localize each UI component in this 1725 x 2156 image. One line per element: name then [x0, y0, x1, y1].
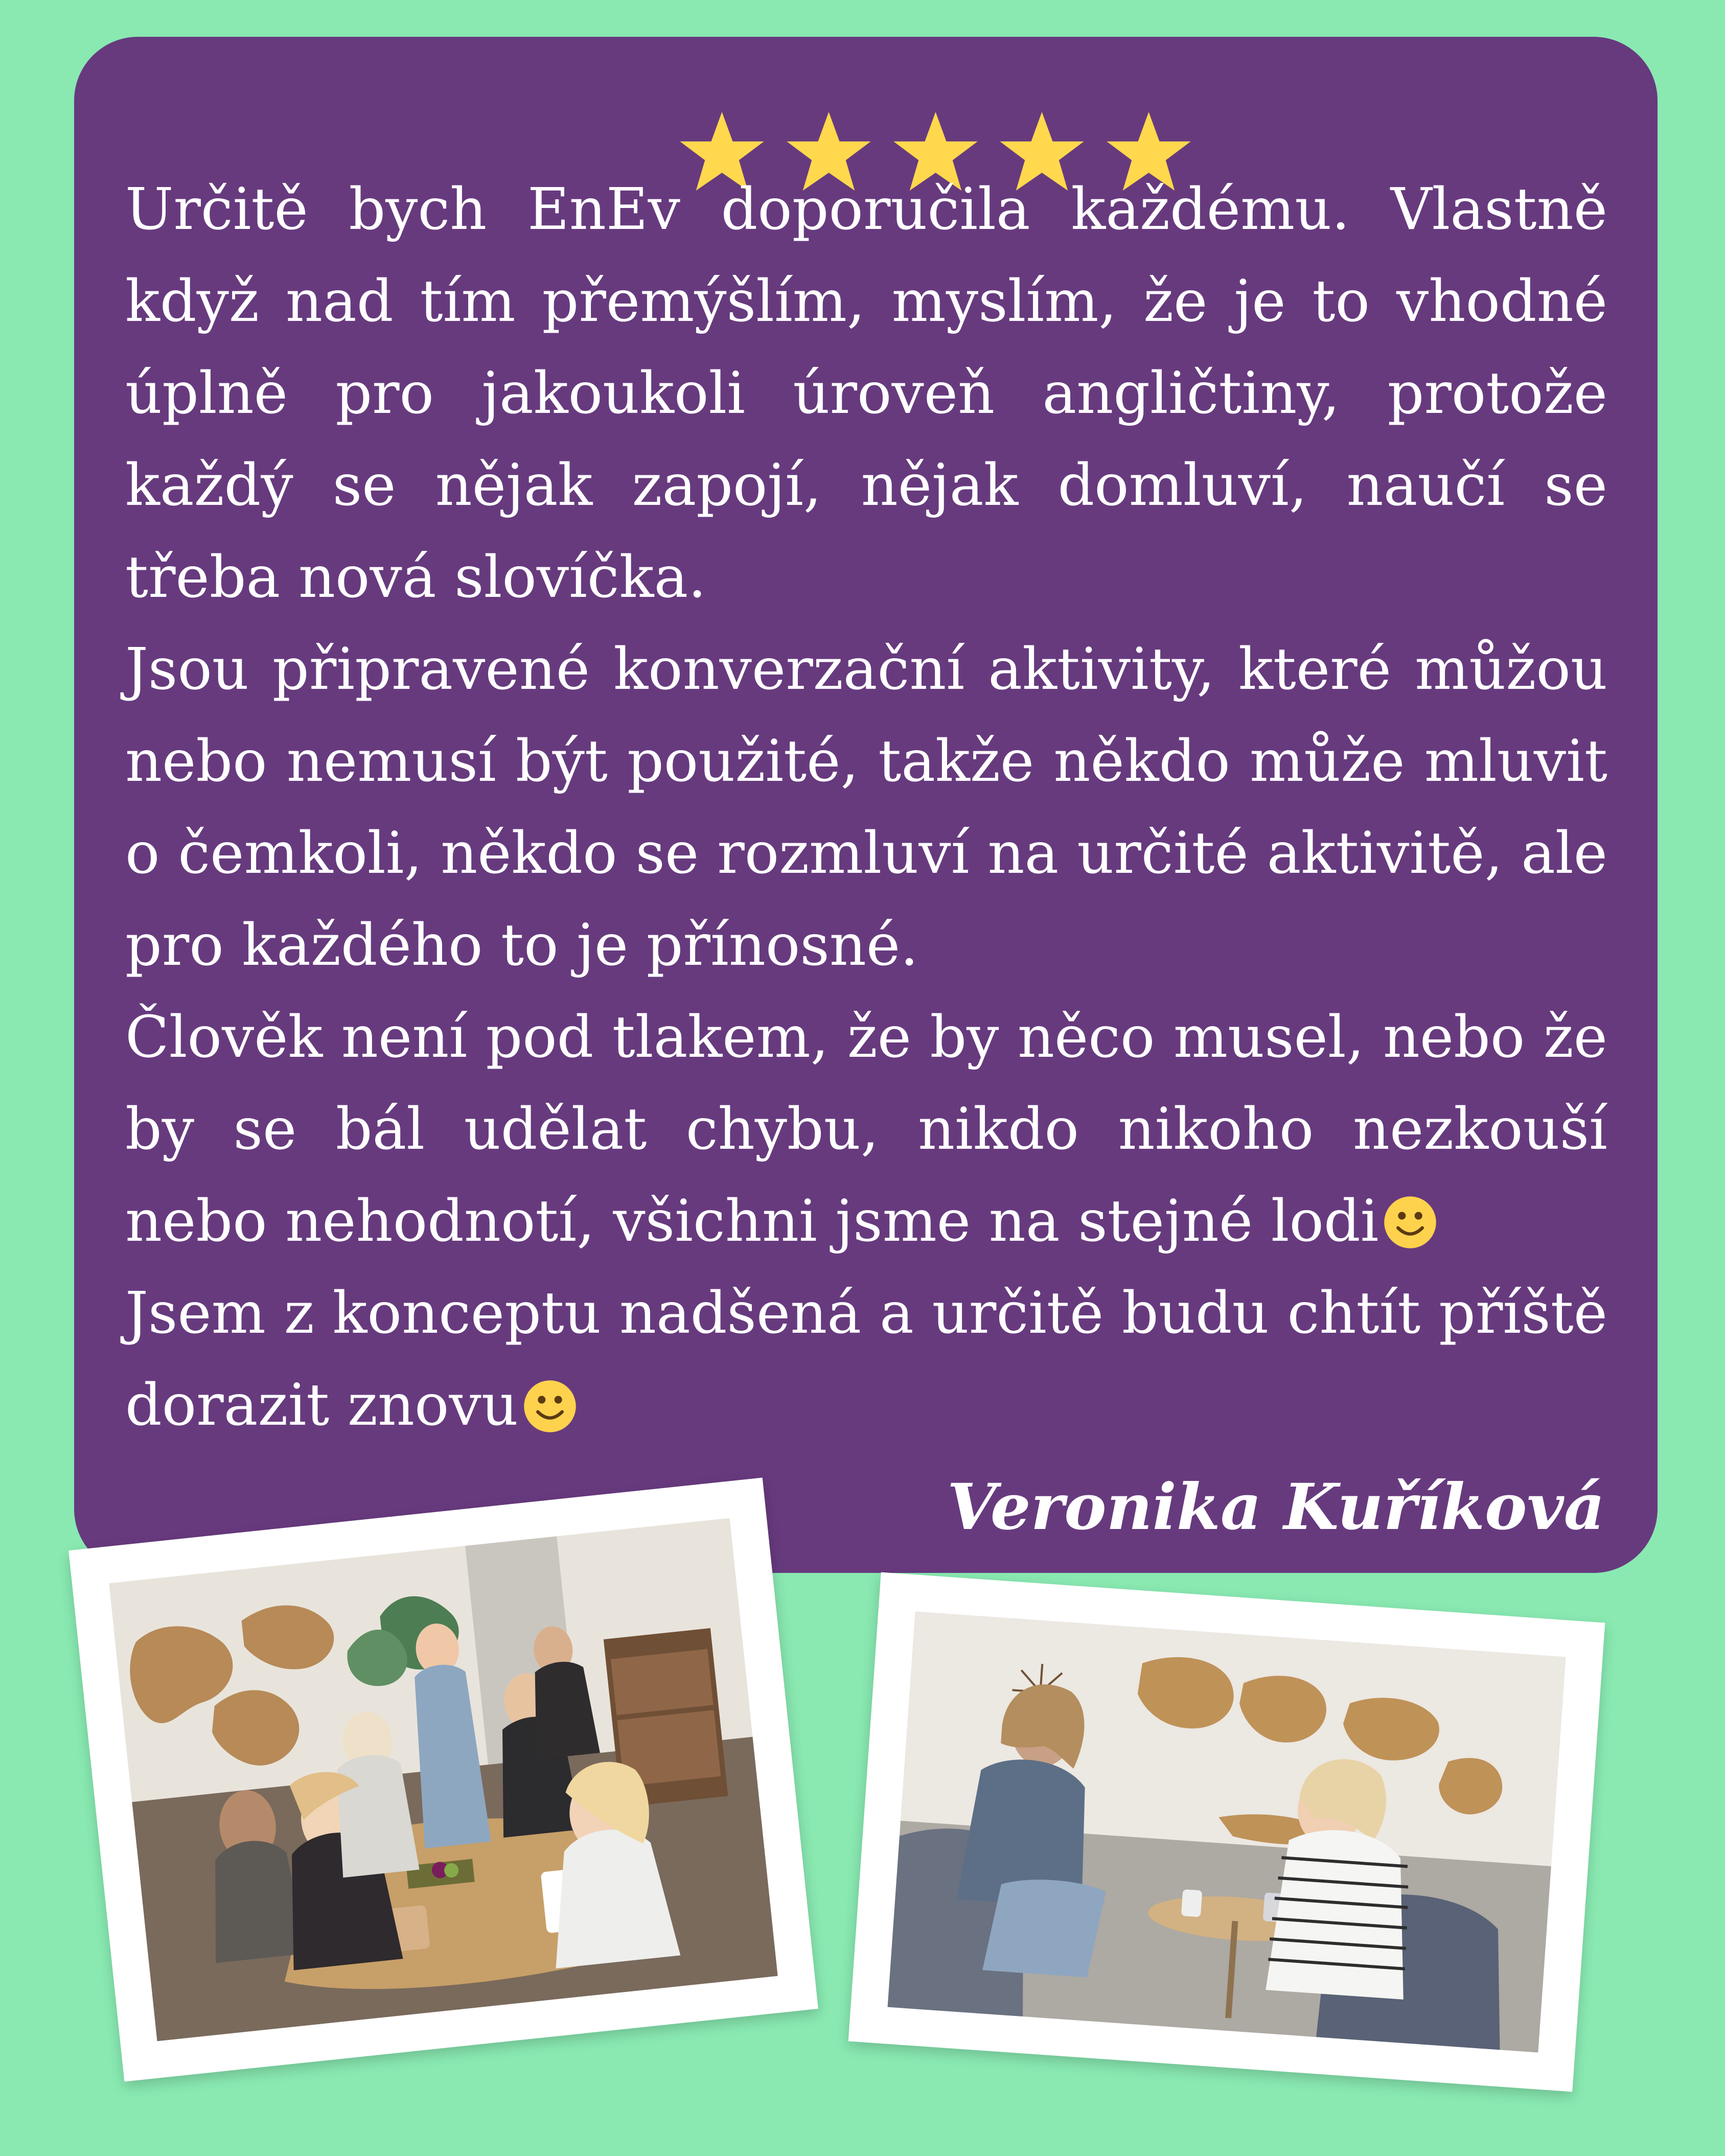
smiley-emoji-icon [522, 1379, 578, 1434]
group-photo-polaroid [68, 1478, 818, 2082]
conversation-photo [887, 1611, 1566, 2052]
review-paragraph-2: Jsou připravené konverzační aktivity, které můžou nebo nemusí být použité, takže někdo může mluvit o čemkoli, někdo se rozmluví na určité aktivitě, ale pro každého to je přínosné. [125, 636, 1607, 979]
review-author: Veronika Kuříková [947, 1470, 1605, 1544]
review-paragraph-4 [125, 1267, 1607, 1451]
review-text [125, 164, 1607, 1451]
smiley-emoji-icon [1383, 1195, 1438, 1250]
review-paragraph-3 [125, 991, 1607, 1267]
review-paragraph-3-text: Člověk není pod tlakem, že by něco musel, nebo že by se bál udělat chybu, nikdo nikoho nezkouší nebo nehodnotí, všichni jsme na stejné lodi [125, 1004, 1607, 1255]
review-paragraph-4-text: Jsem z konceptu nadšená a určitě budu chtít příště dorazit znovu [125, 1280, 1607, 1439]
conversation-photo-polaroid [848, 1572, 1605, 2092]
group-photo [109, 1518, 777, 2042]
review-paragraph-1: Určitě bych EnEv doporučila každému. Vlastně když nad tím přemýšlím, myslím, že je to vhodné úplně pro jakoukoli úroveň angličtiny, protože každý se nějak zapojí, nějak domluví, naučí se třeba nová slovíčka. [125, 176, 1607, 611]
